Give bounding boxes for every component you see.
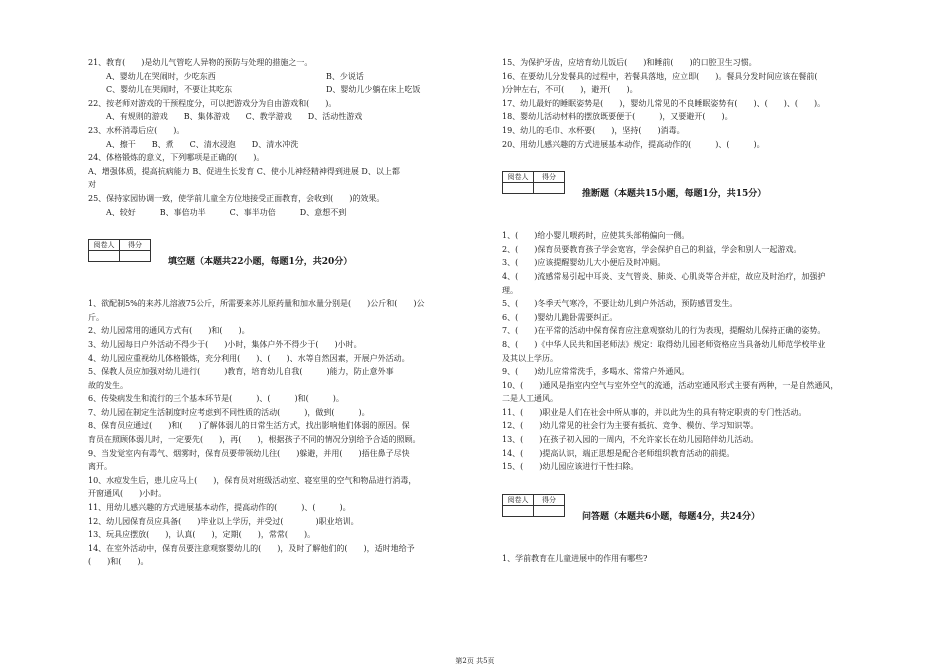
spacer	[502, 538, 910, 552]
judge-line: 14、( )提高认识，端正思想是配合老师组织教育活动的前提。	[502, 448, 735, 458]
fill-line: 1、欲配制5%的来苏儿溶液75公斤，所需要来苏儿原药量和加水量分别是( )公斤和( )公	[88, 299, 425, 309]
q23-stem: 23、水杯消毒后应( )。	[88, 125, 185, 135]
judge-score-cell	[534, 183, 565, 194]
fill-grader-label: 阅卷人	[89, 240, 120, 251]
fill-line: 8、保育员应通过( )和( )了解体弱儿的日常生活方式，找出影响他们体弱的原因。保	[88, 421, 410, 431]
page-footer: 第2页 共5页	[455, 657, 495, 665]
fill-line: 14、在室外活动中，保育员要注意观察婴幼儿的( )，及时了解他们的( )，适时地给予	[88, 543, 415, 553]
fill-line: 离开。	[88, 462, 112, 472]
fill-line: 9、当发觉室内有毒气、烟雾时，保育员要带领幼儿往( )躲避，并用( )捂住鼻子尽快	[88, 448, 410, 458]
judge-line: 4、( )流感常易引起中耳炎、支气管炎、肺炎、心肌炎等合并症，故应及时治疗，加强护	[502, 271, 826, 281]
fill-line: 育员在照顾体弱儿时，一定要先( )，再( )，根据孩子不同的情况分别给予合适的照顾。	[88, 435, 421, 445]
judge-question-list	[502, 229, 910, 474]
fill-line: 斤。	[88, 312, 104, 322]
judge-line: 12、( )幼儿常见的社会行为主要有抵抗、竞争、模仿、学习知识等。	[502, 421, 759, 431]
fill-line: 2、幼儿园常用的通风方式有( )和( )。	[88, 326, 250, 336]
judge-line: 1、( )给小婴儿喂药时，应使其头部稍偏向一侧。	[502, 231, 690, 241]
fill-line: 16、在要幼儿分发餐具的过程中，若餐具落地，应立即( )。餐具分发时间应该在餐前(	[502, 71, 818, 81]
qa-score-label: 得分	[534, 494, 565, 505]
q21-options-ab	[88, 70, 492, 84]
right-column	[502, 56, 910, 565]
judge-line: 二是人工通风。	[502, 394, 558, 404]
fill-score-label: 得分	[120, 240, 151, 251]
fill-question-list-continued	[502, 56, 910, 151]
left-column	[88, 56, 492, 569]
fill-section-title: 填空题（本题共22小题，每题1分，共20分）	[168, 257, 353, 268]
q21-option-d: D、婴幼儿少躺在床上吃饭	[326, 85, 421, 95]
q21-option-b: B、少说话	[326, 71, 364, 81]
qa-question-list	[502, 552, 910, 566]
judge-line: 5、( )冬季天气寒冷，不要让幼儿到户外活动，预防感冒发生。	[502, 299, 738, 309]
q21-options-cd	[88, 83, 492, 97]
fill-score-table	[88, 239, 151, 262]
fill-line: ( )和( )。	[88, 557, 149, 567]
qa-score-cell	[534, 505, 565, 516]
judge-line: 及其以上学历。	[502, 353, 558, 363]
fill-line: 10、水痘发生后，患儿应马上( )，保育员对班级活动室、寝室里的空气和物品进行消毒，	[88, 475, 417, 485]
qa-section-header	[502, 494, 910, 530]
q21-stem: 21、教育( )是幼儿气管吃人异物的预防与处理的措施之一。	[88, 58, 313, 67]
fill-line: 4、幼儿园应重视幼儿体格锻炼，充分利用( )、( )、水等自然因素，开展户外活动。	[88, 353, 410, 363]
q25-options: A、较好 B、事倍功半 C、事半功倍 D、意想不到	[106, 207, 347, 217]
fill-question-list	[88, 297, 492, 569]
q22-options: A、有规则的游戏 B、集体游戏 C、教学游戏 D、活动性游戏	[106, 112, 363, 122]
fill-grader-cell	[89, 251, 120, 262]
judge-section-title: 推断题（本题共15小题，每题1分，共15分）	[582, 189, 767, 200]
qa-section-title: 问答题（本题共6小题，每题4分，共24分）	[582, 511, 761, 522]
judge-grader-cell	[503, 183, 534, 194]
spacer	[88, 219, 492, 233]
judge-line: 8、( )《中华人民共和国老师法》规定：取得幼儿园老师资格应当具备幼儿师范学校毕业	[502, 339, 826, 349]
q24-options-line2: 对	[88, 180, 96, 190]
judge-line: 6、( )婴幼儿跪卧需要纠正。	[502, 312, 618, 322]
fill-line: 20、用幼儿感兴趣的方式进展基本动作，提高动作的( )、( )。	[502, 139, 765, 149]
qa-grader-label: 阅卷人	[503, 494, 534, 505]
judge-section-header	[502, 171, 910, 207]
spacer	[502, 151, 910, 165]
fill-line: 开窗通风( )小时。	[88, 489, 167, 499]
fill-line: )分钟左右，不可( )，避开( )。	[502, 85, 638, 95]
fill-line: 12、幼儿园保育员应具备( )毕业以上学历，并受过( )职业培训。	[88, 516, 359, 526]
fill-line: 7、幼儿园在制定生活制度时应考虑到不同性质的活动( )，做到( )。	[88, 407, 370, 417]
judge-score-label: 得分	[534, 172, 565, 183]
fill-score-cell	[120, 251, 151, 262]
fill-line: 15、为保护牙齿，应培育幼儿饭后( )和睡前( )的口腔卫生习惯。	[502, 58, 757, 67]
judge-line: 10、( )通风是指室内空气与室外空气的流通，活动室通风形式主要有两种，一是自然通风，	[502, 380, 839, 390]
fill-line: 6、传染病发生和流行的三个基本环节是( )、( )和( )。	[88, 394, 344, 404]
q24-stem: 24、体格锻炼的意义，下列哪项是正确的( )。	[88, 153, 265, 163]
q21-option-a: A、婴幼儿在哭闹时，少吃东西	[106, 71, 216, 81]
fill-line: 3、幼儿园每日户外活动不得少于( )小时，集体户外不得少于( )小时。	[88, 339, 362, 349]
fill-line: 故的发生。	[88, 380, 128, 390]
judge-line: 13、( )在孩子初入园的一周内，不允许家长在幼儿园陪伴幼儿活动。	[502, 435, 759, 445]
fill-line: 13、玩具应摆放( )，认真( )，定期( )，常常( )。	[88, 530, 316, 540]
q22-stem: 22、按老师对游戏的干预程度分，可以把游戏分为自由游戏和( )。	[88, 98, 337, 108]
spacer	[88, 283, 492, 297]
q23-options: A、擦干 B、煮 C、清水浸泡 D、清水冲洗	[106, 139, 299, 149]
qa-score-table	[502, 494, 565, 517]
q21-option-c: C、婴幼儿在哭闹时，不要让其吃东	[106, 85, 233, 95]
judge-grader-label: 阅卷人	[503, 172, 534, 183]
judge-line: 7、( )在平常的活动中保育保育应注意观察幼儿的行为表现，提醒幼儿保持正确的姿势。	[502, 326, 826, 336]
qa-grader-cell	[503, 505, 534, 516]
judge-line: 9、( )幼儿应常常洗手，多喝水、常常户外通风。	[502, 367, 690, 377]
fill-line: 19、幼儿的毛巾、水杯要( )，坚持( )消毒。	[502, 125, 685, 135]
fill-section-header	[88, 239, 492, 275]
fill-line: 18、婴幼儿活动材料的摆放既要便于( )，又要避开( )。	[502, 112, 733, 122]
fill-line: 5、保教人员应加强对幼儿进行( )教育，培育幼儿自我( )能力，防止意外事	[88, 367, 394, 377]
judge-line: 11、( )职业是人们在社会中所从事的，并以此为生的具有特定职责的专门性活动。	[502, 407, 807, 417]
fill-line: 11、用幼儿感兴趣的方式进展基本动作，提高动作的( )、( )。	[88, 503, 351, 513]
fill-line: 17、幼儿最好的睡眠姿势是( )，婴幼儿常见的不良睡眠姿势有( )、( )、( )。	[502, 98, 826, 108]
judge-line: 15、( )幼儿园应该进行干性扫除。	[502, 462, 639, 472]
q25-stem: 25、保持家园协调一致，使学前儿童全方位地接受正面教育，会收到( )的效果。	[88, 193, 385, 203]
spacer	[502, 215, 910, 229]
judge-line: 2、( )保育员要教育孩子学会宽容，学会保护自己的利益，学会和别人一起游戏。	[502, 244, 802, 254]
qa-line: 1、学前教育在儿童进展中的作用有哪些?	[502, 553, 648, 563]
q24-options-line1: A、增强体质，提高抗病能力 B、促进生长发育 C、使小儿神经精神得到进展 D、以上都	[88, 166, 400, 176]
judge-score-table	[502, 171, 565, 194]
judge-line: 理。	[502, 285, 518, 295]
spacer	[502, 474, 910, 488]
judge-line: 3、( )应该提醒婴幼儿大小便后及时冲厕。	[502, 258, 666, 268]
